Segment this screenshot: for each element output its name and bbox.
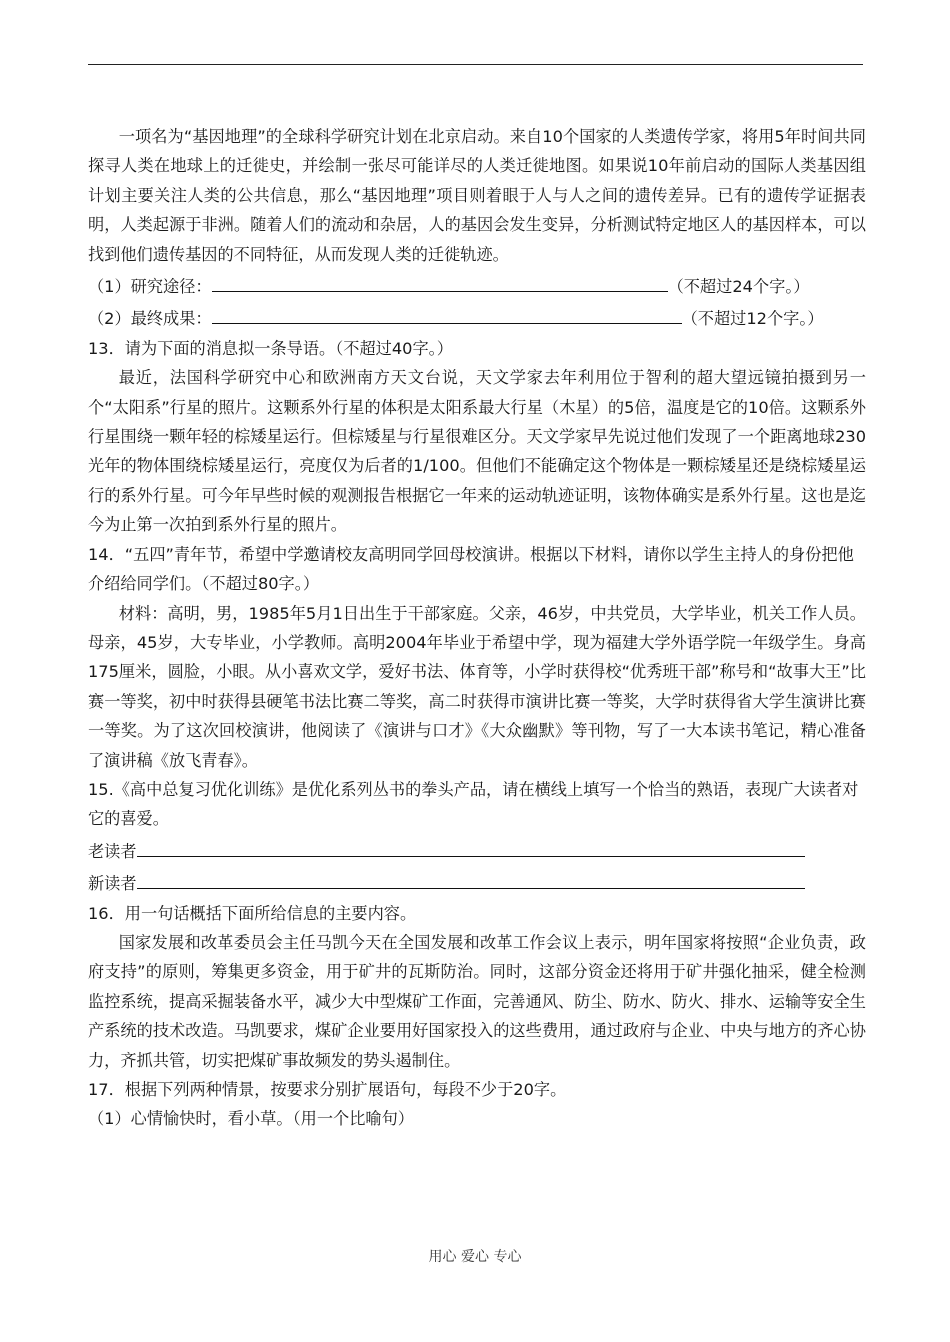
new-reader-line xyxy=(88,866,866,898)
question-16: 16．用一句话概括下面所给信息的主要内容。 xyxy=(88,903,417,923)
passage-exoplanet: 最近，法国科学研究中心和欧洲南方天文台说，天文学家去年利用位于智利的超大望远镜拍摄到另一个“太阳系”行星的照片。这颗系外行星的体积是太阳系最大行星（木星）的5倍，温度是它的10倍。这颗系外行星围绕一颗年轻的棕矮星运行。但棕矮星与行星很难区分。天文学家早先说过他们发现了一个距离地球230光年的物体围绕棕矮星运行，亮度仅为后者的1/100。但他们不能确定这个物体是一颗棕矮星还是绕棕矮星运行的系外行星。可今年早些时候的观测报告根据它一年来的运动轨迹证明，该物体确实是系外行星。这也是迄今为止第一次拍到系外行星的照片。 xyxy=(88,368,866,535)
item-research-method xyxy=(88,269,866,301)
item1-label: （1）研究途径： xyxy=(88,277,212,297)
item1-note: （不超过24个字。） xyxy=(667,277,810,297)
question-13: 13．请为下面的消息拟一条导语。（不超过40字。） xyxy=(88,338,453,358)
document-body xyxy=(88,122,866,1134)
question-17: 17．根据下列两种情景，按要求分别扩展语句，每段不少于20字。 xyxy=(88,1080,567,1099)
answer-blank-1[interactable] xyxy=(212,269,668,292)
new-reader-blank[interactable] xyxy=(137,866,805,889)
question-14: 14．“五四”青年节，希望中学邀请校友高明同学回母校演讲。根据以下材料，请你以学生主持人的身份把他介绍给同学们。（不超过80字。） xyxy=(88,544,854,594)
item2-note: （不超过12个字。） xyxy=(681,309,824,329)
item2-label: （2）最终成果： xyxy=(88,309,212,329)
old-reader-blank[interactable] xyxy=(137,834,805,857)
page-footer: 用心 爱心 专心 xyxy=(428,1249,522,1265)
passage-coal-mine: 国家发展和改革委员会主任马凯今天在全国发展和改革工作会议上表示，明年国家将按照“企业负责，政府支持”的原则，筹集更多资金，用于矿井的瓦斯防治。同时，这部分资金还将用于矿井强化抽采，健全检测监控系统，提高采掘装备水平，减少大中型煤矿工作面，完善通风、防尘、防水、防火、排水、运输等安全生产系统的技术改造。马凯要求，煤矿企业要用好国家投入的这些费用，通过政府与企业、中央与地方的齐心协力，齐抓共管，切实把煤矿事故频发的势头遏制住。 xyxy=(88,932,866,1070)
question-15: 15.《高中总复习优化训练》是优化系列丛书的拳头产品，请在横线上填写一个恰当的熟语，表现广大读者对它的喜爱。 xyxy=(88,779,859,829)
passage-gaoming: 材料：高明，男，1985年5月1日出生于干部家庭。父亲，46岁，中共党员，大学毕业，机关工作人员。母亲，45岁，大专毕业，小学教师。高明2004年毕业于希望中学，现为福建大学外语学院一年级学生。身高175厘米，圆脸，小眼。从小喜欢文学，爱好书法、体育等，小学时获得校“优秀班干部”称号和“故事大王”比赛一等奖，初中时获得县硬笔书法比赛二等奖，高二时获得市演讲比赛一等奖，大学时获得省大学生演讲比赛一等奖。为了这次回校演讲，他阅读了《演讲与口才》《大众幽默》等刊物，写了一大本读书笔记，精心准备了演讲稿《放飞青春》。 xyxy=(88,603,866,770)
old-reader-line xyxy=(88,834,866,866)
new-reader-label: 新读者 xyxy=(88,874,137,894)
old-reader-label: 老读者 xyxy=(88,841,137,861)
question-17-part-1: （1）心情愉快时，看小草。（用一个比喻句） xyxy=(88,1109,414,1129)
answer-blank-2[interactable] xyxy=(212,301,682,324)
header-rule xyxy=(88,64,863,65)
passage-gene-geography: 一项名为“基因地理”的全球科学研究计划在北京启动。来自10个国家的人类遗传学家，将用5年时间共同探寻人类在地球上的迁徙史，并绘制一张尽可能详尽的人类迁徙地图。如果说10年前启动的国际人类基因组计划主要关注人类的公共信息，那么“基因地理”项目则着眼于人与人之间的遗传差异。已有的遗传学证据表明，人类起源于非洲。随着人们的流动和杂居，人的基因会发生变异，分析测试特定地区人的基因样本，可以找到他们遗传基因的不同特征，从而发现人类的迁徙轨迹。 xyxy=(88,127,866,264)
item-final-result xyxy=(88,301,866,333)
